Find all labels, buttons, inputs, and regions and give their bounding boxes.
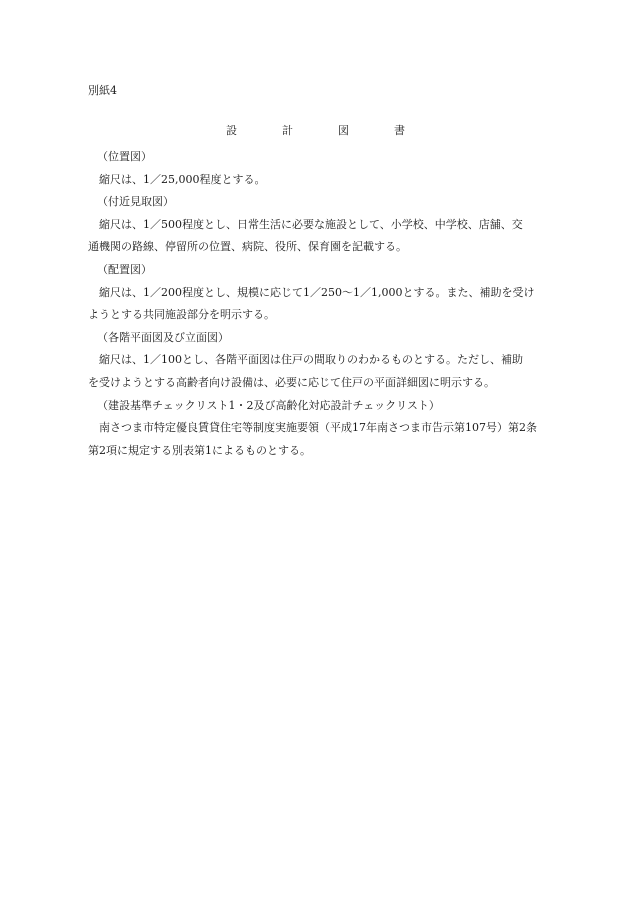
paragraph-line: 縮尺は、1／500程度とし、日常生活に必要な施設として、小学校、中学校、店舗、交 bbox=[99, 217, 523, 231]
paragraph-line: 通機関の路線、停留所の位置、病院、役所、保育園を記載する。 bbox=[88, 240, 407, 254]
section-paragraph bbox=[88, 417, 550, 462]
section-heading: （各階平面図及び立面図） bbox=[97, 330, 229, 344]
document-body bbox=[88, 146, 550, 462]
title-char: 図 bbox=[338, 124, 349, 137]
paragraph-line: 縮尺は、1／25,000程度とする。 bbox=[99, 172, 266, 186]
section-heading: （位置図） bbox=[97, 150, 152, 163]
title-char: 計 bbox=[282, 124, 293, 137]
paragraph-line: 南さつま市特定優良賃貸住宅等制度実施要領（平成17年南さつま市告示第107号）第2条 bbox=[99, 421, 537, 435]
section-heading: （建設基準チェックリスト1・2及び高齢化対応設計チェックリスト） bbox=[97, 398, 440, 412]
title-char: 書 bbox=[394, 124, 405, 137]
section-vicinity-map bbox=[88, 191, 550, 259]
paragraph-line: を受けようとする高齢者向け設備は、必要に応じて住戸の平面詳細図に明示する。 bbox=[88, 375, 495, 389]
paragraph-line: ようとする共同施設部分を明示する。 bbox=[88, 308, 275, 322]
section-location-map bbox=[88, 146, 550, 191]
section-heading: （配置図） bbox=[97, 262, 152, 276]
title-char: 設 bbox=[226, 124, 237, 137]
paragraph-line: 第2項に規定する別表第1によるものとする。 bbox=[88, 443, 311, 457]
section-checklists bbox=[88, 395, 550, 463]
section-paragraph bbox=[88, 169, 550, 192]
section-floor-plans bbox=[88, 327, 550, 395]
paragraph-line: 縮尺は、1／200程度とし、規模に応じて1／250～1／1,000とする。また、補助を受け bbox=[99, 285, 535, 299]
section-paragraph bbox=[88, 282, 550, 327]
section-paragraph bbox=[88, 214, 550, 259]
attachment-label: 別紙4 bbox=[88, 84, 117, 97]
section-paragraph bbox=[88, 349, 550, 394]
section-heading: （付近見取図） bbox=[97, 195, 174, 209]
document-title bbox=[226, 124, 405, 138]
section-site-plan bbox=[88, 259, 550, 327]
paragraph-line: 縮尺は、1／100とし、各階平面図は住戸の間取りのわかるものとする。ただし、補助 bbox=[99, 353, 523, 367]
